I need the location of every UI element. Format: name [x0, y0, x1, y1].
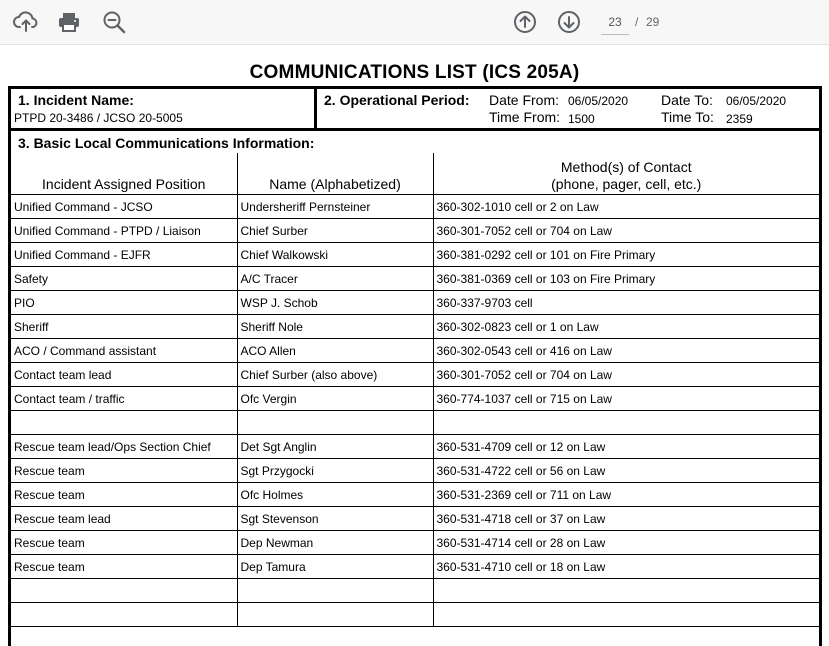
- table-row: [11, 387, 819, 411]
- cell-name: Dep Tamura: [237, 555, 433, 579]
- table-row: [11, 363, 819, 387]
- table-row: [11, 195, 819, 219]
- time-from-label: Time From:: [489, 109, 561, 125]
- upload-cloud-icon: [13, 10, 39, 34]
- zoom-out-icon: [101, 9, 127, 35]
- cell-name: Dep Newman: [237, 531, 433, 555]
- cell-name: Ofc Vergin: [237, 387, 433, 411]
- cell-name: Ofc Holmes: [237, 483, 433, 507]
- cell-contact: 360-774-1037 cell or 715 on Law: [433, 387, 819, 411]
- page-total: 29: [646, 15, 660, 29]
- date-to-label: Date To:: [661, 92, 713, 108]
- page-number-input[interactable]: [601, 10, 629, 35]
- cell-name: ACO Allen: [237, 339, 433, 363]
- table-row: [11, 579, 819, 603]
- date-from-value: 06/05/2020: [568, 94, 629, 108]
- arrow-up-circle-icon: [513, 10, 537, 34]
- table-header-row: [11, 153, 819, 195]
- cell-contact: [433, 411, 819, 435]
- ics-205a-form: [8, 86, 822, 646]
- cell-position: Rescue team: [11, 531, 237, 555]
- upload-cloud-button[interactable]: [12, 8, 40, 36]
- cell-position: Rescue team lead: [11, 507, 237, 531]
- table-row: [11, 435, 819, 459]
- date-from-label: Date From:: [489, 92, 560, 108]
- time-from-value: 1500: [568, 112, 595, 126]
- time-to-value: 2359: [726, 112, 753, 126]
- cell-contact: 360-302-0823 cell or 1 on Law: [433, 315, 819, 339]
- column-header-method-line1: Method(s) of Contact: [560, 159, 692, 175]
- cell-position: Unified Command - EJFR: [11, 243, 237, 267]
- cell-position: [11, 579, 237, 603]
- cell-position: Sheriff: [11, 315, 237, 339]
- table-row: [11, 507, 819, 531]
- cell-contact: 360-381-0292 cell or 101 on Fire Primary: [433, 243, 819, 267]
- zoom-button[interactable]: [100, 8, 128, 36]
- table-row: [11, 291, 819, 315]
- previous-page-button[interactable]: [511, 8, 539, 36]
- cell-position: Contact team lead: [11, 363, 237, 387]
- cell-name: Chief Walkowski: [237, 243, 433, 267]
- cell-contact: [433, 579, 819, 603]
- page-separator: /: [635, 15, 639, 29]
- printer-icon: [57, 10, 81, 34]
- cell-position: Rescue team: [11, 459, 237, 483]
- incident-name-label: 1. Incident Name:: [18, 92, 134, 108]
- cell-position: Unified Command - PTPD / Liaison: [11, 219, 237, 243]
- cell-contact: 360-302-0543 cell or 416 on Law: [433, 339, 819, 363]
- table-row: [11, 219, 819, 243]
- cell-position: PIO: [11, 291, 237, 315]
- cell-position: Rescue team: [11, 483, 237, 507]
- table-row: [11, 459, 819, 483]
- table-row: [11, 315, 819, 339]
- cell-contact: 360-337-9703 cell: [433, 291, 819, 315]
- pdf-toolbar: [0, 0, 829, 45]
- cell-position: Rescue team: [11, 555, 237, 579]
- cell-contact: 360-301-7052 cell or 704 on Law: [433, 219, 819, 243]
- table-row: [11, 603, 819, 627]
- cell-position: Unified Command - JCSO: [11, 195, 237, 219]
- cell-position: Safety: [11, 267, 237, 291]
- cell-contact: 360-302-1010 cell or 2 on Law: [433, 195, 819, 219]
- column-header-name: Name (Alphabetized): [237, 153, 433, 195]
- cell-name: [237, 579, 433, 603]
- date-to-value: 06/05/2020: [726, 94, 787, 108]
- cell-contact: 360-531-4718 cell or 37 on Law: [433, 507, 819, 531]
- column-header-position: Incident Assigned Position: [11, 153, 237, 195]
- cell-position: Contact team / traffic: [11, 387, 237, 411]
- cell-name: Det Sgt Anglin: [237, 435, 433, 459]
- header-divider: [314, 89, 317, 128]
- column-header-method-line2: (phone, pager, cell, etc.): [551, 176, 702, 192]
- next-page-button[interactable]: [555, 8, 583, 36]
- table-row: [11, 243, 819, 267]
- cell-contact: 360-301-7052 cell or 704 on Law: [433, 363, 819, 387]
- cell-name: A/C Tracer: [237, 267, 433, 291]
- section3-label: 3. Basic Local Communications Information:: [18, 135, 315, 151]
- cell-name: Sgt Stevenson: [237, 507, 433, 531]
- cell-name: WSP J. Schob: [237, 291, 433, 315]
- table-row: [11, 267, 819, 291]
- document-title: COMMUNICATIONS LIST (ICS 205A): [249, 62, 580, 83]
- table-row: [11, 411, 819, 435]
- cell-position: [11, 411, 237, 435]
- table-row: [11, 531, 819, 555]
- form-header-row: [11, 89, 819, 131]
- table-row: [11, 555, 819, 579]
- column-header-method: [433, 153, 819, 195]
- arrow-down-circle-icon: [557, 10, 581, 34]
- table-row: [11, 339, 819, 363]
- cell-position: Rescue team lead/Ops Section Chief: [11, 435, 237, 459]
- cell-name: Sheriff Nole: [237, 315, 433, 339]
- cell-name: [237, 603, 433, 627]
- cell-position: [11, 603, 237, 627]
- cell-contact: 360-531-2369 cell or 711 on Law: [433, 483, 819, 507]
- cell-contact: 360-531-4709 cell or 12 on Law: [433, 435, 819, 459]
- cell-name: Sgt Przygocki: [237, 459, 433, 483]
- print-button[interactable]: [55, 8, 83, 36]
- operational-period-label: 2. Operational Period:: [324, 92, 470, 108]
- cell-name: Undersheriff Pernsteiner: [237, 195, 433, 219]
- cell-contact: [433, 603, 819, 627]
- communications-table: [11, 153, 819, 627]
- cell-name: [237, 411, 433, 435]
- time-to-label: Time To:: [661, 109, 714, 125]
- table-row: [11, 483, 819, 507]
- cell-name: Chief Surber: [237, 219, 433, 243]
- cell-contact: 360-531-4722 cell or 56 on Law: [433, 459, 819, 483]
- cell-contact: 360-531-4714 cell or 28 on Law: [433, 531, 819, 555]
- cell-name: Chief Surber (also above): [237, 363, 433, 387]
- cell-contact: 360-381-0369 cell or 103 on Fire Primary: [433, 267, 819, 291]
- cell-position: ACO / Command assistant: [11, 339, 237, 363]
- cell-contact: 360-531-4710 cell or 18 on Law: [433, 555, 819, 579]
- incident-name-value: PTPD 20-3486 / JCSO 20-5005: [14, 111, 183, 125]
